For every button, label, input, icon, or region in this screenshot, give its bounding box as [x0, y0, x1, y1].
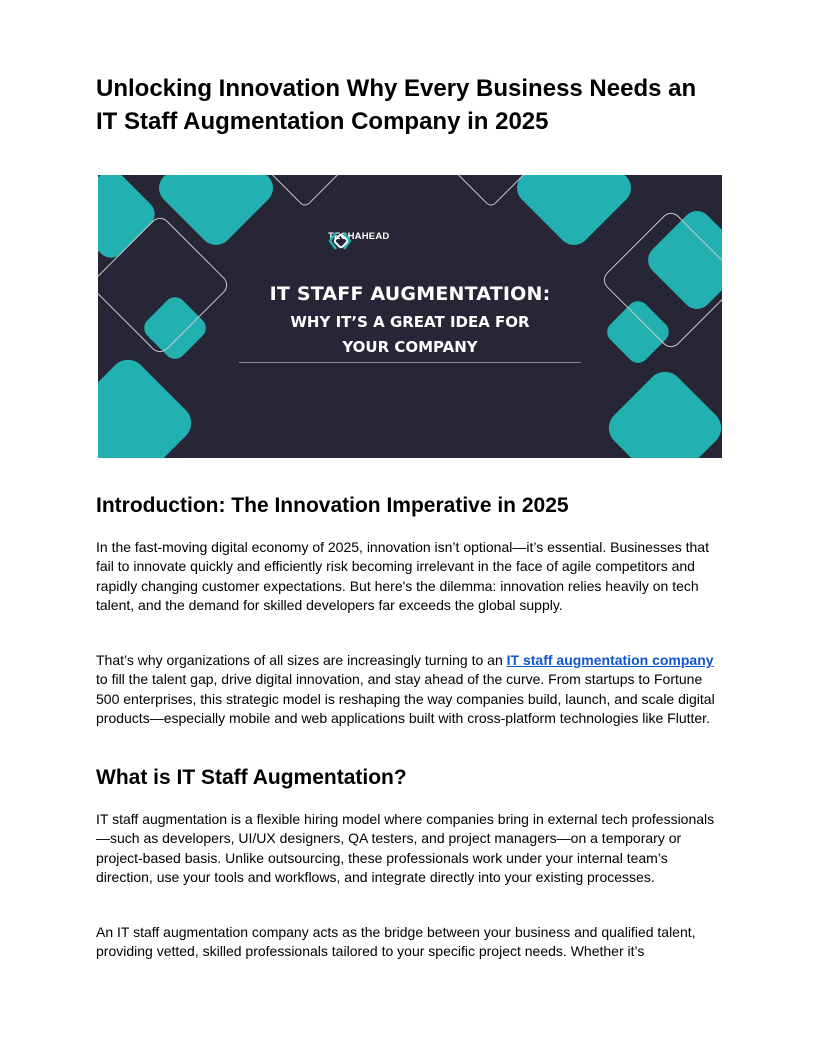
- teal-diamond: [98, 352, 199, 458]
- brand-name: TECHAHEAD: [328, 231, 390, 242]
- paragraph: [96, 651, 720, 729]
- teal-diamond: [152, 175, 279, 252]
- banner-divider: [239, 362, 581, 363]
- banner-subline: WHY IT’S A GREAT IDEA FOR: [290, 313, 530, 331]
- staff-augmentation-link[interactable]: IT staff augmentation company: [506, 652, 714, 668]
- paragraph: An IT staff augmentation company acts as the bridge between your business and qualified talent, providing vetted, skilled professionals tailored to your specific project needs. Whether it’s: [96, 924, 696, 960]
- paragraph-text: That’s why organizations of all sizes are increasingly turning to an: [96, 652, 507, 668]
- banner-subheadline: [98, 310, 722, 360]
- banner-headline: IT STAFF AUGMENTATION:: [269, 283, 551, 305]
- section-heading: What is IT Staff Augmentation?: [96, 766, 407, 789]
- paragraph-text: to fill the talent gap, drive digital innovation, and stay ahead of the curve. From startups to Fortune 500 enterprises, this strategic model is reshaping the way companies build, launch, and scale digital products—especially mobile and web applications built with cross-platform technologies like Flutter.: [96, 671, 715, 727]
- document-title: Unlocking Innovation Why Every Business Needs an IT Staff Augmentation Company in 2025: [96, 75, 697, 135]
- banner-image: [98, 175, 722, 458]
- teal-diamond: [601, 364, 722, 458]
- banner-subline: YOUR COMPANY: [342, 338, 478, 356]
- teal-diamond: [510, 175, 637, 252]
- paragraph: In the fast-moving digital economy of 2025, innovation isn’t optional—it’s essential. Businesses that fail to innovate quickly and efficiently risk becoming irrelevant in the face of agile competitors and rapidly changing customer expectations. But here's the dilemma: innovation relies heavily on tech talent, and the demand for skilled developers far exceeds the global supply.: [96, 539, 709, 614]
- paragraph: IT staff augmentation is a flexible hiring model where companies bring in external tech professionals—such as developers, UI/UX designers, QA testers, and project managers—on a temporary or project-based basis. Unlike outsourcing, these professionals work under your internal team’s direction, use your tools and workflows, and integrate directly into your existing processes.: [96, 811, 715, 886]
- brand-logo: [328, 231, 389, 242]
- techahead-logo-icon: [328, 231, 352, 251]
- section-heading: Introduction: The Innovation Imperative in 2025: [96, 494, 569, 517]
- outline-diamond: [263, 175, 348, 207]
- teal-diamond: [98, 175, 160, 263]
